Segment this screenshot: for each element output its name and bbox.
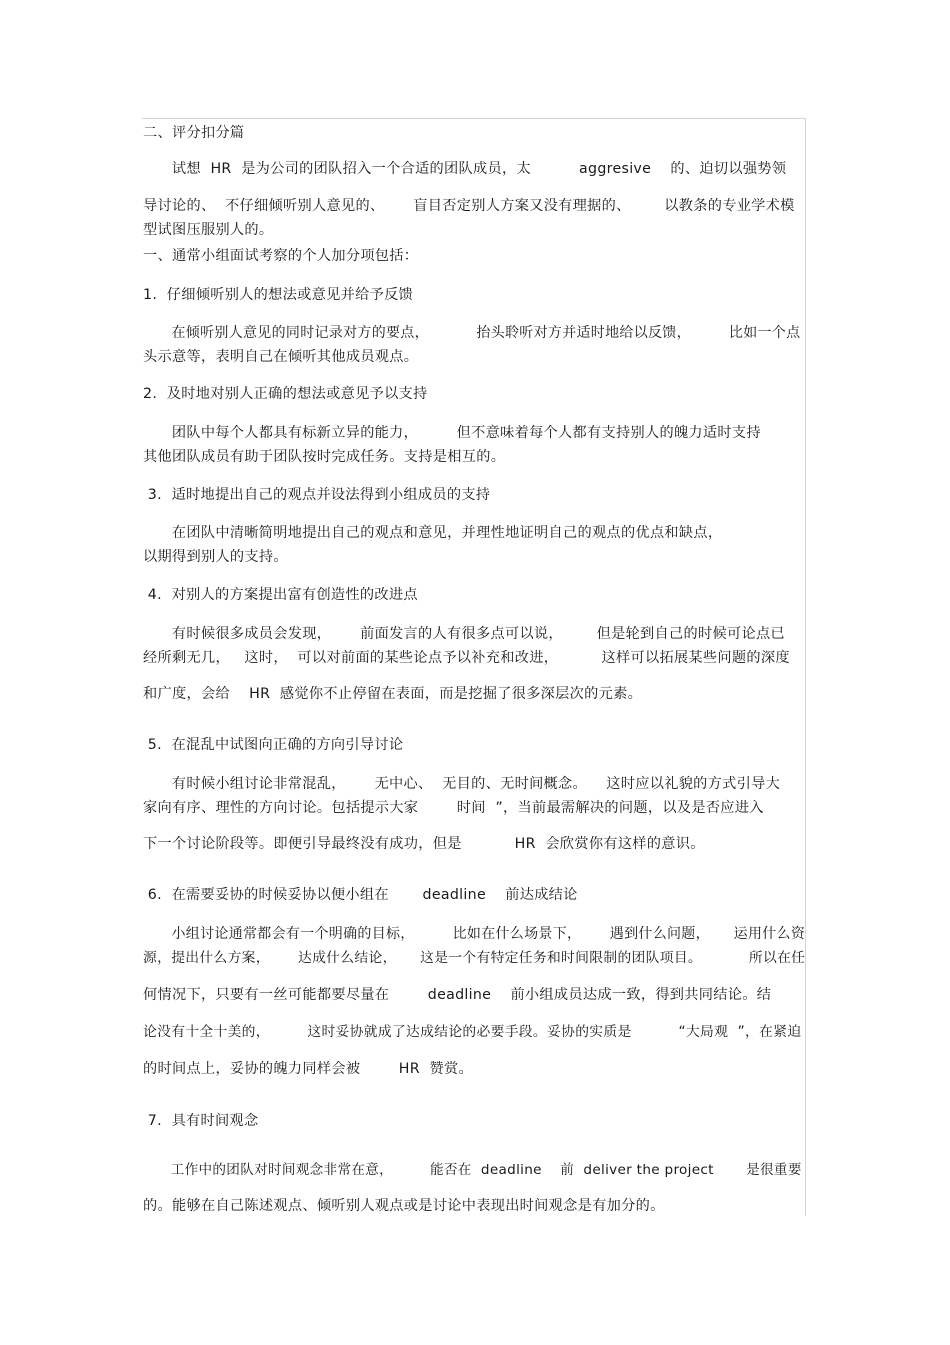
bonus-heading: 一、通常小组面试考察的个人加分项包括： <box>143 248 419 264</box>
item-line: 的时间点上，妥协的魄力同样会被 HR 赞赏。 <box>143 1061 474 1077</box>
item-heading: 2. 及时地对别人正确的想法或意见予以支持 <box>143 386 428 402</box>
item-line: 何情况下，只要有一丝可能都要尽量在 deadline 前小组成员达成一致，得到共同结论。结 <box>143 987 772 1003</box>
item-line: 有时候很多成员会发现， 前面发言的人有很多点可以说， 但是轮到自己的时候可论点已 <box>143 626 785 642</box>
intro-line: 型试图压服别人的。 <box>143 222 274 238</box>
item-line: 下一个讨论阶段等。即便引导最终没有成功，但是 HR 会欣赏你有这样的意识。 <box>143 836 705 852</box>
item-line: 工作中的团队对时间观念非常在意， 能否在 deadline 前 deliver the project 是很重要 <box>143 1162 802 1178</box>
item-line: 以期得到别人的支持。 <box>143 549 288 565</box>
item-line: 经所剩无几， 这时， 可以对前面的某些论点予以补充和改进， 这样可以拓展某些问题的深度 <box>143 650 790 666</box>
item-line: 家向有序、理性的方向讨论。包括提示大家 时间 ”，当前最需解决的问题，以及是否应进入 <box>143 800 764 816</box>
section-title: 二、评分扣分篇 <box>143 125 245 141</box>
item-line: 和广度，会给 HR 感觉你不止停留在表面，而是挖掘了很多深层次的元素。 <box>143 686 643 702</box>
item-heading: 5. 在混乱中试图向正确的方向引导讨论 <box>143 737 404 753</box>
item-line: 的。能够在自己陈述观点、倾听别人观点或是讨论中表现出时间观念是有加分的。 <box>143 1198 665 1214</box>
intro-line: 试想 HR 是为公司的团队招入一个合适的团队成员，太 aggresive 的、迫切以强势领 <box>143 161 787 177</box>
item-line: 在倾听别人意见的同时记录对方的要点， 抬头聆听对方并适时地给以反馈， 比如一个点 <box>143 325 801 341</box>
item-heading: 1. 仔细倾听别人的想法或意见并给予反馈 <box>143 287 414 303</box>
item-heading: 3. 适时地提出自己的观点并设法得到小组成员的支持 <box>143 487 491 503</box>
item-line: 小组讨论通常都会有一个明确的目标， 比如在什么场景下， 遇到什么问题， 运用什么资 <box>143 926 806 942</box>
item-line: 源，提出什么方案， 达成什么结论， 这是一个有特定任务和时间限制的团队项目。 所以在任 <box>143 950 806 966</box>
item-heading: 6. 在需要妥协的时候妥协以便小组在 deadline 前达成结论 <box>143 887 578 903</box>
item-line: 其他团队成员有助于团队按时完成任务。支持是相互的。 <box>143 449 506 465</box>
item-heading: 4. 对别人的方案提出富有创造性的改进点 <box>143 587 418 603</box>
item-line: 团队中每个人都具有标新立异的能力， 但不意味着每个人都有支持别人的魄力适时支持 <box>143 425 761 441</box>
intro-line: 导讨论的、 不仔细倾听别人意见的、 盲目否定别人方案又没有理据的、 以教条的专业学术模 <box>143 198 795 214</box>
page-frame <box>142 118 806 1216</box>
item-line: 论没有十全十美的， 这时妥协就成了达成结论的必要手段。妥协的实质是 “大局观 ”，在紧迫 <box>143 1024 802 1040</box>
item-line: 头示意等，表明自己在倾听其他成员观点。 <box>143 349 419 365</box>
item-heading: 7. 具有时间观念 <box>143 1113 259 1129</box>
item-line: 有时候小组讨论非常混乱， 无中心、 无目的、无时间概念。 这时应以礼貌的方式引导大 <box>143 776 781 792</box>
item-line: 在团队中清晰简明地提出自己的观点和意见，并理性地证明自己的观点的优点和缺点， <box>143 525 723 541</box>
